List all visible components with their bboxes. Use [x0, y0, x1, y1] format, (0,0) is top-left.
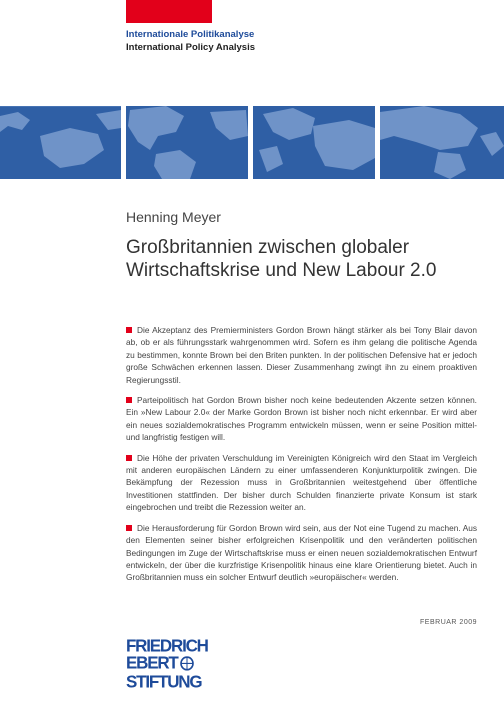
abstract-text: Parteipolitisch hat Gordon Brown bisher noch keine bedeutenden Akzente setzen können. Ein »New Labour 2.0« der Marke Gordon Brown ist bisher noch nicht erkennbar. Er wird aber ein neues sozialdemokratisches Programm entwickeln müssen, wenn er seine Position mittel- und langfristig festigen will. [126, 395, 477, 443]
abstract-text: Die Herausforderung für Gordon Brown wird sein, aus der Not eine Tugend zu machen. Aus den Elementen seiner bisher erfolgreichen Krisenpolitik und den veränderten politischen Bedingungen im Zuge der Wirtschaftskrise muss er einen neuen sozialdemokratischen Entwurf entwickeln, der über die kurzfristige Krisenpolitik hinaus eine klare Orientierung bietet. Auch in Großbritannien muss ein solcher Entwurf deutlich »europäischer« werden. [126, 522, 477, 583]
map-tile-americas [126, 106, 248, 179]
red-header-bar [126, 0, 212, 23]
friedrich-ebert-stiftung-logo [126, 637, 216, 693]
red-square-bullet-icon [126, 525, 132, 531]
title-line-2: Wirtschaftskrise und New Labour 2.0 [126, 260, 437, 281]
map-tile-asia [380, 106, 504, 179]
abstract-paragraph [126, 452, 477, 514]
publication-date: FEBRUAR 2009 [420, 619, 477, 626]
abstract-text: Die Höhe der privaten Verschuldung im Vereinigten Königreich wird den Staat im Vergleich mit anderen europäischen Ländern zu einer umfassenderen Konjunkturpolitik zwingen. Die Bekämpfung der Rezession muss in Großbritannien weitestgehend über öffentliche Investitionen stattfinden. Der bisher durch Schulden finanzierte private Konsum ist stark eingebrochen und treibt die Rezession weiter an. [126, 452, 477, 513]
abstract-paragraph [126, 324, 477, 386]
document-title [126, 236, 486, 282]
series-title-german: Internationale Politikanalyse [126, 29, 255, 40]
title-line-1: Großbritannien zwischen globaler [126, 237, 410, 258]
logo-line-3: STIFTUNG [126, 671, 202, 692]
abstract-text: Die Akzeptanz des Premierministers Gordon Brown hängt stärker als bei Tony Blair davon ab, ob er als führungsstark wahrgenommen wird. Sofern es ihm gelang die politische Agenda zu bestimmen, konnte Brown bei den Briten punkten. In der politischen Defensive hat er jedoch große Schwächen erkennen lassen. Dieser Zusammenhang zwingt ihn zu einem proaktiven Regierungsstil. [126, 325, 477, 385]
map-tile-europe [253, 106, 375, 179]
map-tile-atlantic [0, 106, 121, 179]
abstract-summary [126, 324, 477, 592]
series-title [126, 28, 255, 54]
series-title-english: International Policy Analysis [126, 42, 255, 53]
abstract-paragraph [126, 522, 477, 584]
logo-line-2: EBERT [126, 654, 216, 674]
author-name: Henning Meyer [126, 209, 221, 225]
red-square-bullet-icon [126, 327, 132, 333]
logo-line-1: FRIEDRICH [126, 635, 208, 656]
world-map-banner [0, 106, 504, 179]
red-square-bullet-icon [126, 397, 132, 403]
red-square-bullet-icon [126, 455, 132, 461]
abstract-paragraph [126, 394, 477, 444]
